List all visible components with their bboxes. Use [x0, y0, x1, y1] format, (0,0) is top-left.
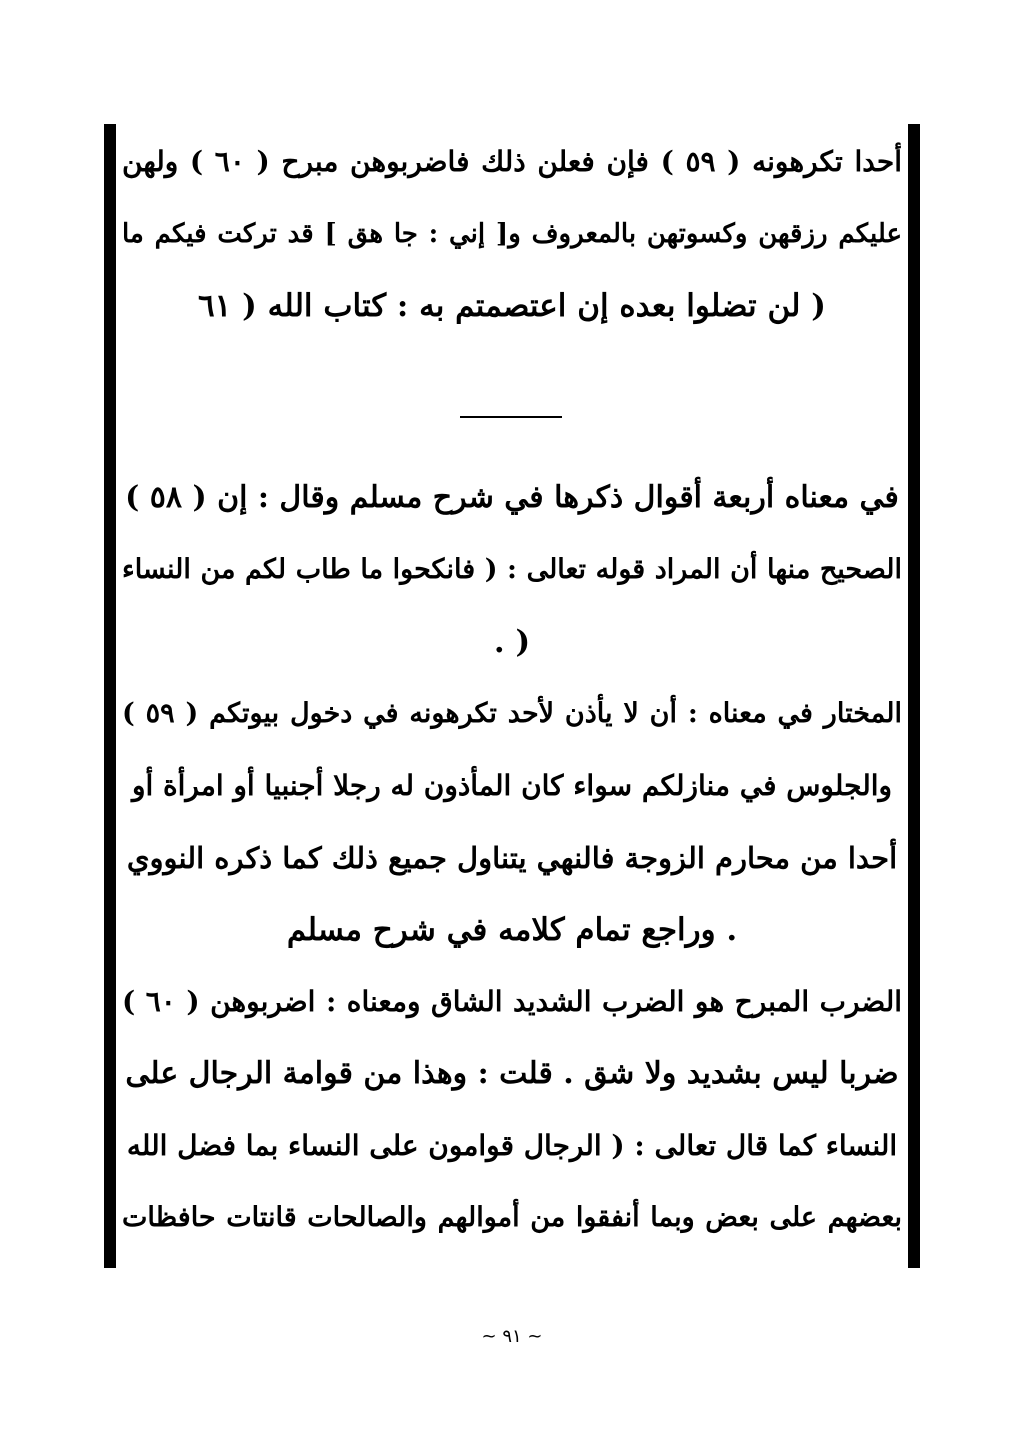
left-border-rule: [104, 124, 116, 1268]
footnote-line: الضرب المبرح هو الضرب الشديد الشاق ومعناه : اضربوهن ( ٦٠ ): [122, 985, 902, 1018]
footnote-separator: [460, 416, 562, 418]
footnote-line: النساء كما قال تعالى : ( الرجال قوامون على النساء بما فضل الله: [126, 1129, 898, 1162]
footnote-separator-row: [122, 342, 902, 462]
footnote-line: والجلوس في منازلكم سواء كان المأذون له رجلا أجنبيا أو امرأة أو: [131, 769, 893, 802]
page-body: [122, 126, 902, 1254]
footnote-line: المختار في معناه : أن لا يأذن لأحد تكرهونه في دخول بيوتكم ( ٥٩ ): [122, 698, 902, 729]
page-number: ~ ٩١ ~: [481, 1326, 543, 1347]
text-line: ( لن تضلوا بعده إن اعتصمتم به : كتاب الله ( ٦١: [198, 288, 826, 324]
footnote-line: في معناه أربعة أقوال ذكرها في شرح مسلم وقال : إن ( ٥٨ ): [125, 480, 899, 515]
text-line: أحدا تكرهونه ( ٥٩ ) فإن فعلن ذلك فاضربوهن مبرح ( ٦٠ ) ولهن: [122, 145, 902, 178]
footnote-line: ضربا ليس بشديد ولا شق . قلت : وهذا من قوامة الرجال على: [125, 1056, 899, 1091]
footnote-line: الصحيح منها أن المراد قوله تعالى : ( فانكحوا ما طاب لكم من النساء: [122, 554, 902, 585]
footnote-line: بعضهم على بعض وبما أنفقوا من أموالهم والصالحات قانتات حافظات: [122, 1202, 902, 1233]
footnote-line: ( .: [493, 624, 531, 660]
footnote-line: أحدا من محارم الزوجة فالنهي يتناول جميع ذلك كما ذكره النووي: [126, 841, 898, 875]
right-border-rule: [908, 124, 920, 1268]
footnote-line: . وراجع تمام كلامه في شرح مسلم: [286, 912, 738, 948]
text-line: عليكم رزقهن وكسوتهن بالمعروف و[ إني : جا هق ] قد تركت فيكم ما: [122, 219, 902, 249]
